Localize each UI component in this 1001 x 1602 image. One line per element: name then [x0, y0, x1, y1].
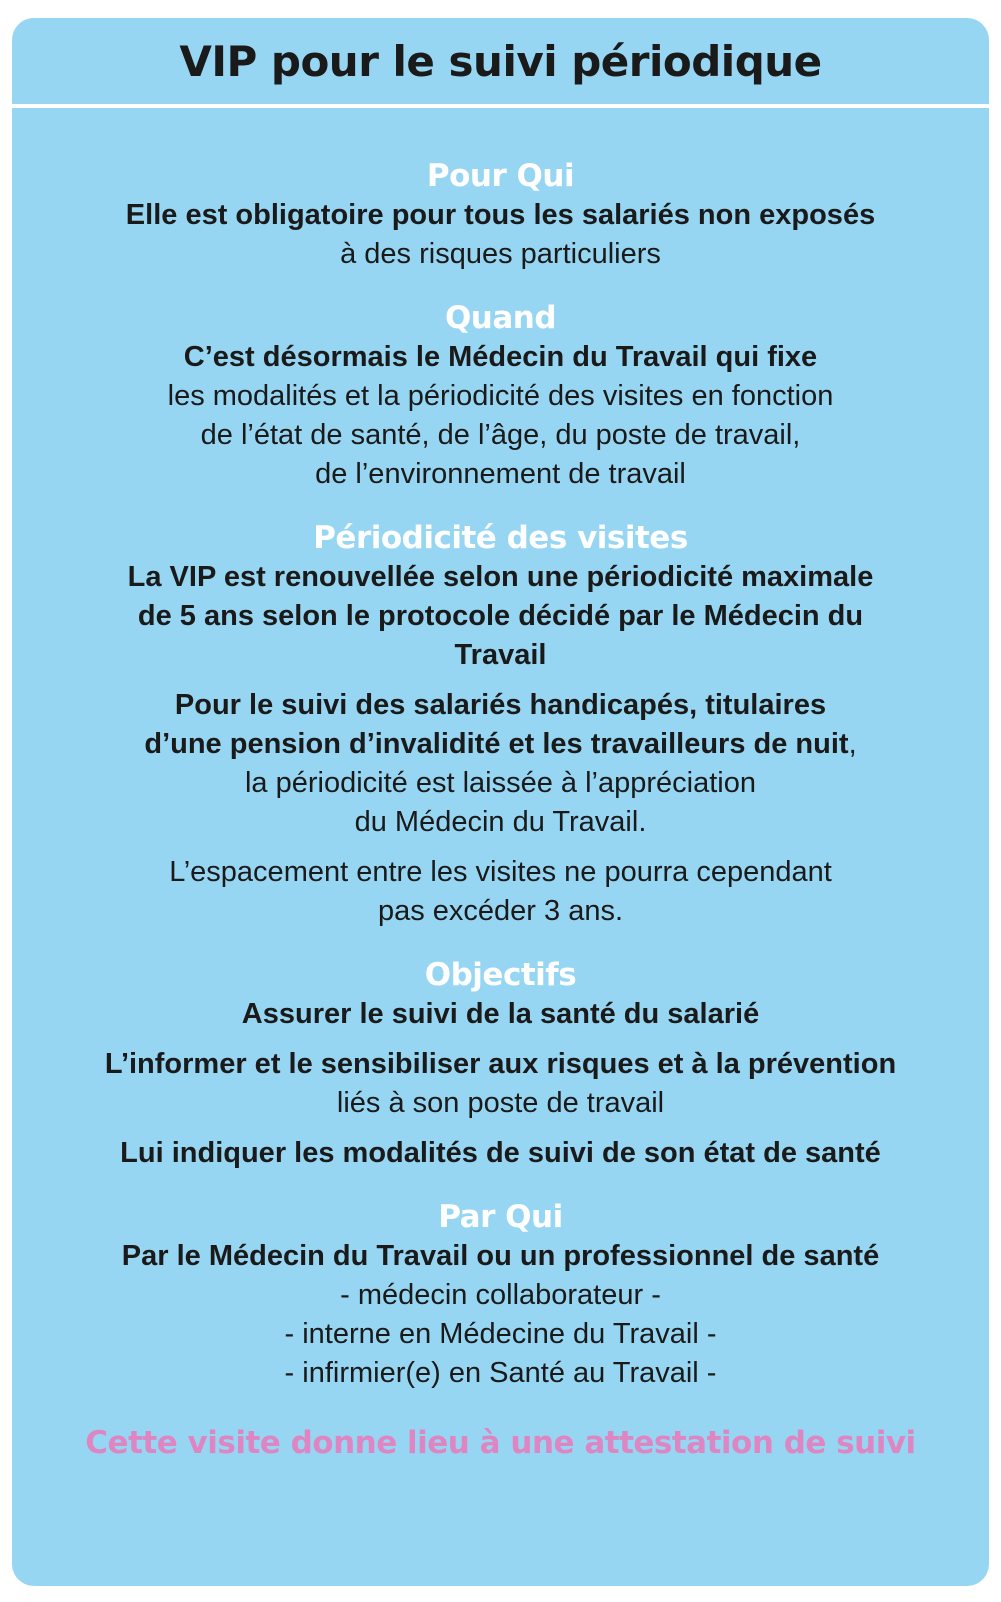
page-title: VIP pour le suivi périodique — [179, 36, 822, 86]
section-heading: Périodicité des visites — [313, 520, 688, 556]
section-text: la périodicité est laissée à l’appréciation — [244, 767, 756, 799]
section-text: - interne en Médecine du Travail - — [284, 1318, 717, 1350]
section-text-mixed — [32, 725, 969, 764]
section-heading: Pour Qui — [426, 158, 575, 194]
section-pour-qui — [32, 156, 969, 274]
section-text: pas excéder 3 ans. — [377, 895, 624, 927]
section-text: L’espacement entre les visites ne pourra cependant — [169, 856, 832, 888]
section-text-bold: La VIP est renouvellée selon une périodicité maximale — [127, 561, 874, 593]
section-text: à des risques particuliers — [340, 238, 661, 270]
section-heading: Objectifs — [424, 957, 577, 993]
section-text: liés à son poste de travail — [336, 1087, 665, 1119]
section-text: les modalités et la périodicité des visites en fonction — [167, 380, 834, 412]
section-text-bold: Elle est obligatoire pour tous les salariés non exposés — [125, 199, 876, 231]
section-text-bold: Pour le suivi des salariés handicapés, titulaires — [174, 689, 827, 721]
section-text: du Médecin du Travail. — [354, 806, 647, 838]
section-text: - infirmier(e) en Santé au Travail - — [284, 1357, 717, 1389]
card-content — [12, 108, 989, 1463]
objective-item: Lui indiquer les modalités de suivi de son état de santé — [120, 1137, 881, 1169]
section-text-bold: de 5 ans selon le protocole décidé par le Médecin du — [137, 600, 864, 632]
section-quand — [32, 298, 969, 494]
section-text-bold: C’est désormais le Médecin du Travail qui fixe — [183, 341, 818, 373]
section-text-bold: Par le Médecin du Travail ou un professionnel de santé — [121, 1240, 880, 1272]
section-par-qui — [32, 1197, 969, 1393]
handicap-block — [32, 686, 969, 842]
comma: , — [848, 728, 857, 760]
objective-item: L’informer et le sensibiliser aux risques et à la prévention — [104, 1048, 897, 1080]
section-heading: Quand — [444, 300, 557, 336]
info-card — [12, 18, 989, 1586]
section-text: de l’environnement de travail — [315, 458, 686, 490]
section-text-bold: Travail — [454, 639, 547, 671]
objective-block — [32, 1045, 969, 1123]
section-periodicite — [32, 518, 969, 931]
section-text-bold: d’une pension d’invalidité et les travailleurs de nuit — [144, 728, 849, 760]
objective-block — [32, 1134, 969, 1173]
espacement-block — [32, 853, 969, 931]
section-text: de l’état de santé, de l’âge, du poste de travail, — [200, 419, 801, 451]
section-heading: Par Qui — [438, 1199, 563, 1235]
objective-item: Assurer le suivi de la santé du salarié — [241, 998, 760, 1030]
section-text: - médecin collaborateur - — [340, 1279, 661, 1311]
footer-note: Cette visite donne lieu à une attestation de suivi — [85, 1425, 916, 1461]
title-bar — [12, 18, 989, 108]
section-objectifs — [32, 955, 969, 1173]
